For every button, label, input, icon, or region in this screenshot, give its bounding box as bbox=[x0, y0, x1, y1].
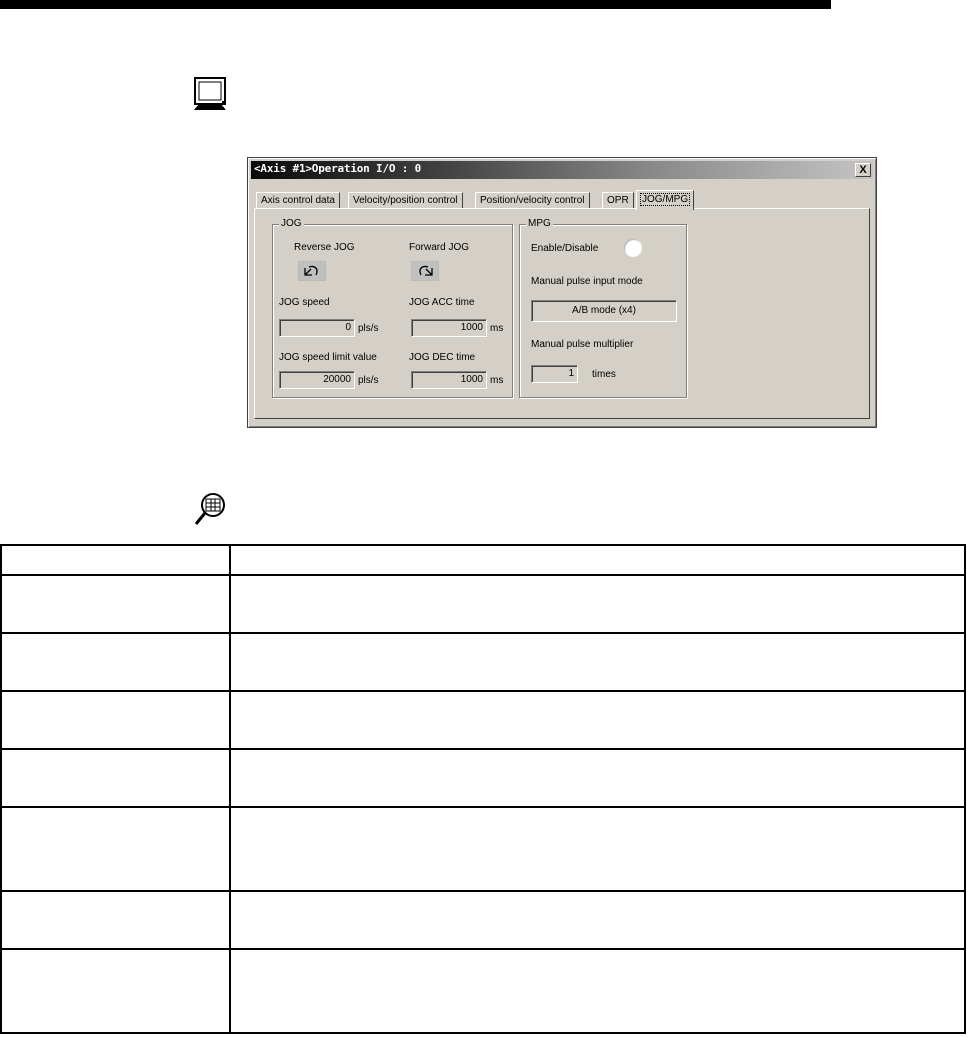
tab-label: Position/velocity control bbox=[480, 195, 585, 206]
tab-label: OPR bbox=[607, 195, 629, 206]
table-cell bbox=[1, 891, 230, 949]
forward-jog-label: Forward JOG bbox=[409, 242, 470, 253]
tab-axis-control-data[interactable] bbox=[256, 192, 340, 209]
enable-disable-label: Enable/Disable bbox=[531, 243, 599, 254]
jog-acc-time-unit: ms bbox=[490, 323, 504, 334]
window-title: <Axis #1>Operation I/O : 0 bbox=[254, 162, 421, 175]
table-cell bbox=[1, 807, 230, 891]
close-button[interactable] bbox=[855, 163, 871, 177]
tab-jog-mpg[interactable] bbox=[636, 190, 694, 210]
jog-acc-time-field[interactable]: 1000 bbox=[411, 319, 487, 337]
jog-dec-time-label: JOG DEC time bbox=[409, 352, 476, 363]
title-bar[interactable] bbox=[251, 161, 873, 179]
manual-pulse-input-mode-label: Manual pulse input mode bbox=[531, 276, 643, 287]
table-header-cell bbox=[230, 545, 965, 575]
top-rule bbox=[0, 0, 831, 9]
table-row bbox=[1, 949, 965, 1033]
jog-acc-time-label: JOG ACC time bbox=[409, 297, 475, 308]
jog-speed-label: JOG speed bbox=[279, 297, 330, 308]
reverse-jog-button[interactable] bbox=[298, 261, 326, 281]
operation-io-dialog bbox=[247, 157, 877, 428]
description-table bbox=[0, 544, 966, 1034]
display-icon bbox=[193, 76, 231, 114]
forward-jog-button[interactable] bbox=[411, 261, 439, 281]
table-row bbox=[1, 691, 965, 749]
table-cell bbox=[230, 633, 965, 691]
enable-indicator[interactable] bbox=[624, 239, 642, 257]
table-cell bbox=[230, 749, 965, 807]
table-header-cell bbox=[1, 545, 230, 575]
mpg-group-title: MPG bbox=[528, 218, 551, 229]
table-row bbox=[1, 807, 965, 891]
manual-pulse-multiplier-field[interactable]: 1 bbox=[531, 365, 578, 383]
table-row bbox=[1, 633, 965, 691]
table-cell bbox=[1, 749, 230, 807]
table-cell bbox=[1, 575, 230, 633]
table-cell bbox=[1, 949, 230, 1033]
manual-pulse-input-mode-field[interactable]: A/B mode (x4) bbox=[531, 300, 677, 322]
table-cell bbox=[1, 633, 230, 691]
table-cell bbox=[1, 691, 230, 749]
mpg-group bbox=[519, 218, 687, 398]
jog-speed-unit: pls/s bbox=[358, 323, 379, 334]
jog-group bbox=[272, 218, 513, 398]
jog-dec-time-unit: ms bbox=[490, 375, 504, 386]
magnifier-icon bbox=[193, 491, 231, 529]
tab-panel-jog-mpg bbox=[254, 208, 870, 419]
tab-velocity-position-control[interactable] bbox=[348, 192, 463, 209]
table-header-row bbox=[1, 545, 965, 575]
table-cell bbox=[230, 807, 965, 891]
manual-pulse-multiplier-unit: times bbox=[592, 369, 616, 380]
close-icon: X bbox=[859, 163, 867, 176]
table-cell bbox=[230, 949, 965, 1033]
jog-speed-limit-label: JOG speed limit value bbox=[279, 352, 377, 363]
reverse-jog-icon bbox=[302, 264, 322, 278]
tab-position-velocity-control[interactable] bbox=[475, 192, 590, 209]
jog-speed-field[interactable]: 0 bbox=[279, 319, 355, 337]
tab-label: Axis control data bbox=[261, 195, 335, 206]
manual-pulse-multiplier-label: Manual pulse multiplier bbox=[531, 339, 634, 350]
table-row bbox=[1, 891, 965, 949]
table-row bbox=[1, 575, 965, 633]
tab-label: Velocity/position control bbox=[353, 195, 458, 206]
table-cell bbox=[230, 575, 965, 633]
reverse-jog-label: Reverse JOG bbox=[294, 242, 355, 253]
table-row bbox=[1, 749, 965, 807]
jog-dec-time-field[interactable]: 1000 bbox=[411, 371, 487, 389]
tab-label: JOG/MPG bbox=[642, 194, 689, 205]
jog-speed-limit-unit: pls/s bbox=[358, 375, 379, 386]
jog-group-title: JOG bbox=[281, 218, 302, 229]
jog-speed-limit-field[interactable]: 20000 bbox=[279, 371, 355, 389]
table-cell bbox=[230, 691, 965, 749]
tab-opr[interactable] bbox=[602, 192, 634, 209]
forward-jog-icon bbox=[415, 264, 435, 278]
table-cell bbox=[230, 891, 965, 949]
